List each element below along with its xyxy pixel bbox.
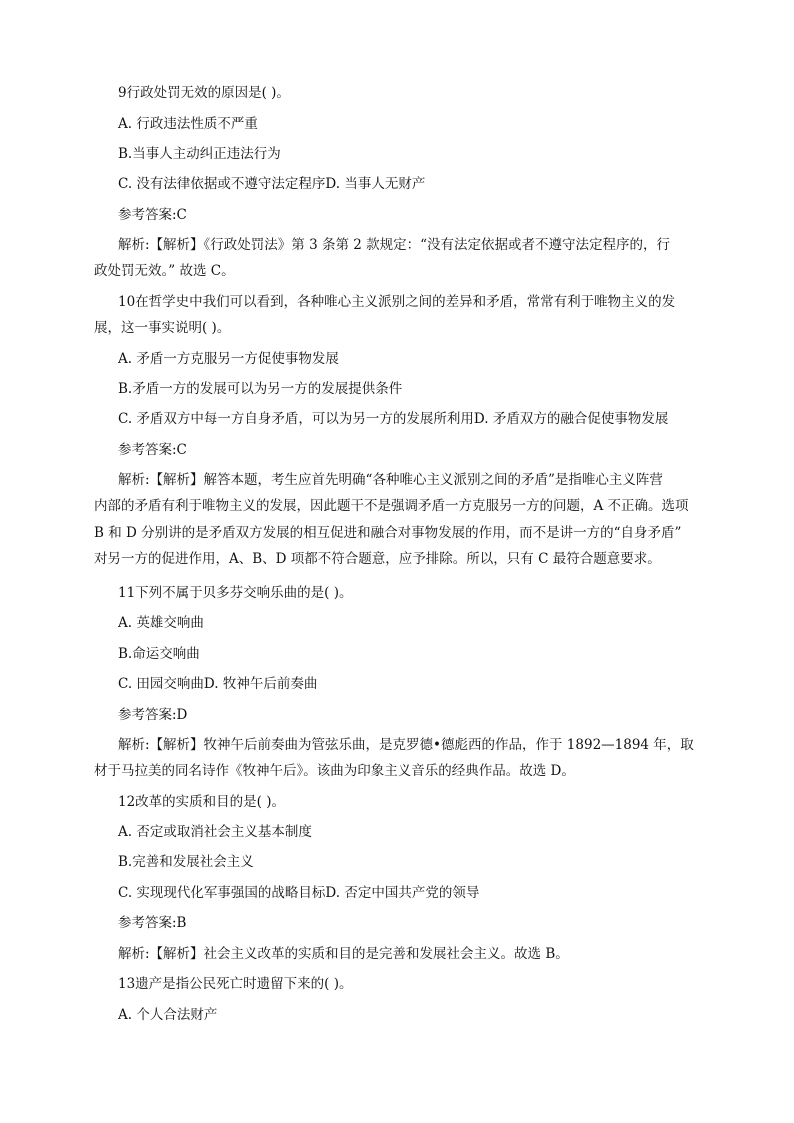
question-11-stem: 11下列不属于贝多芬交响乐曲的是( )。 (118, 585, 353, 601)
question-11-analysis-line-2: 材于马拉美的同名诗作《牧神午后》。该曲为印象主义音乐的经典作品。故选 D。 (94, 763, 575, 779)
question-10-option-cd: C. 矛盾双方中每一方自身矛盾，可以为另一方的发展所利用D. 矛盾双方的融合促使事物发展 (118, 411, 669, 427)
question-10-analysis-line-1: 解析:【解析】解答本题，考生应首先明确“各种唯心主义派别之间的矛盾”是指唯心主义阵营 (118, 472, 663, 488)
question-9-option-a: A. 行政违法性质不严重 (118, 116, 258, 132)
question-10-analysis-line-3: B 和 D 分别讲的是矛盾双方发展的相互促进和融合对事物发展的作用，而不是讲一方的“自身矛盾” (94, 525, 682, 541)
question-9-analysis-line-1: 解析:【解析】《行政处罚法》第 3 条第 2 款规定：“没有法定依据或者不遵守法定程序的，行 (118, 237, 671, 253)
question-11-option-a: A. 英雄交响曲 (118, 615, 204, 631)
question-11-answer: 参考答案:D (118, 707, 188, 723)
question-10-analysis-line-2: 内部的矛盾有利于唯物主义的发展，因此题干不是强调矛盾一方克服另一方的问题，A 不正确。选项 (94, 498, 689, 514)
question-9-stem: 9行政处罚无效的原因是( )。 (118, 85, 290, 101)
question-12-answer: 参考答案:B (118, 915, 187, 931)
question-10-answer: 参考答案:C (118, 442, 187, 458)
question-12-option-a: A. 否定或取消社会主义基本制度 (118, 824, 312, 840)
question-13-stem: 13遗产是指公民死亡时遗留下来的( )。 (118, 976, 353, 992)
question-9-analysis-line-2: 政处罚无效。” 故选 C。 (94, 263, 235, 279)
question-10-stem-line-2: 展，这一事实说明( )。 (94, 320, 231, 336)
question-11-option-b: B.命运交响曲 (118, 646, 200, 662)
question-10-analysis-line-4: 对另一方的促进作用，A、B、D 项都不符合题意，应予排除。所以，只有 C 最符合题意要求。 (94, 551, 661, 567)
question-12-option-cd: C. 实现现代化军事强国的战略目标D. 否定中国共产党的领导 (118, 885, 480, 901)
question-9-option-b: B.当事人主动纠正违法行为 (118, 146, 281, 162)
question-12-stem: 12改革的实质和目的是( )。 (118, 794, 286, 810)
question-10-option-b: B.矛盾一方的发展可以为另一方的发展提供条件 (118, 381, 403, 397)
question-9-option-cd: C. 没有法律依据或不遵守法定程序D. 当事人无财产 (118, 176, 426, 192)
question-9-answer: 参考答案:C (118, 207, 187, 223)
question-11-analysis-line-1: 解析:【解析】牧神午后前奏曲为管弦乐曲，是克罗德•德彪西的作品，作于 1892—1894 年，取 (118, 737, 694, 753)
question-13-option-a: A. 个人合法财产 (118, 1007, 218, 1023)
question-10-stem-line-1: 10在哲学史中我们可以看到，各种唯心主义派别之间的差异和矛盾，常常有利于唯物主义的发 (118, 294, 676, 310)
question-12-option-b: B.完善和发展社会主义 (118, 854, 254, 870)
question-11-option-cd: C. 田园交响曲D. 牧神午后前奏曲 (118, 676, 318, 692)
question-10-option-a: A. 矛盾一方克服另一方促使事物发展 (118, 351, 339, 367)
question-12-analysis-line-1: 解析:【解析】社会主义改革的实质和目的是完善和发展社会主义。故选 B。 (118, 946, 569, 962)
